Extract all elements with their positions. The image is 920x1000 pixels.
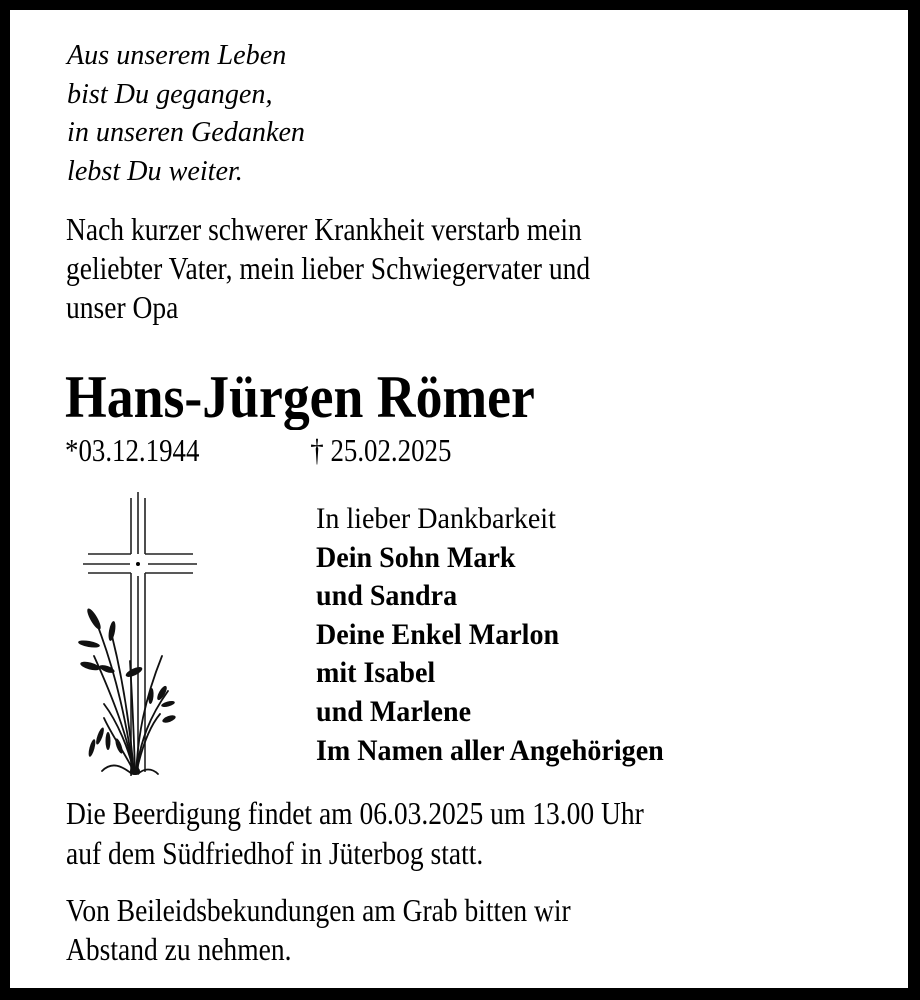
poem-verse <box>67 36 305 190</box>
mourner-line: und Sandra <box>316 579 458 613</box>
birth-date: *03.12.1944 <box>65 432 200 468</box>
poem-line: Aus unserem Leben <box>67 39 287 71</box>
intro-text <box>66 210 590 327</box>
funeral-line: auf dem Südfriedhof in Jüterbog statt. <box>66 835 484 871</box>
mourner-line: Deine Enkel Marlon <box>316 617 560 651</box>
poem-line: bist Du gegangen, <box>67 77 273 110</box>
mourner-line: Dein Sohn Mark <box>316 540 516 574</box>
mourner-line: mit Isabel <box>316 656 436 690</box>
poem-line: lebst Du weiter. <box>67 154 243 187</box>
condolence-note <box>66 891 571 969</box>
intro-line: Nach kurzer schwerer Krankheit verstarb mein <box>66 211 582 247</box>
note-line: Von Beileidsbekundungen am Grab bitten wir <box>66 892 571 928</box>
funeral-line: Die Beerdigung findet am 06.03.2025 um 13.00 Uhr <box>66 795 644 831</box>
mourner-line: Im Namen aller Angehörigen <box>316 733 664 767</box>
life-dates <box>65 430 452 470</box>
obituary-notice <box>10 10 908 988</box>
mourner-line: und Marlene <box>316 694 472 728</box>
funeral-info <box>66 793 644 873</box>
intro-line: geliebter Vater, mein lieber Schwiegervater und <box>66 250 591 286</box>
mourners-block <box>316 500 664 770</box>
deceased-name: Hans-Jürgen Römer <box>65 364 535 430</box>
mourners-heading: In lieber Dankbarkeit <box>316 502 556 535</box>
poem-line: in unseren Gedanken <box>67 116 305 148</box>
death-date: † 25.02.2025 <box>310 432 452 468</box>
note-line: Abstand zu nehmen. <box>66 931 292 967</box>
cross-with-grass-icon <box>72 486 202 776</box>
intro-line: unser Opa <box>66 289 179 325</box>
